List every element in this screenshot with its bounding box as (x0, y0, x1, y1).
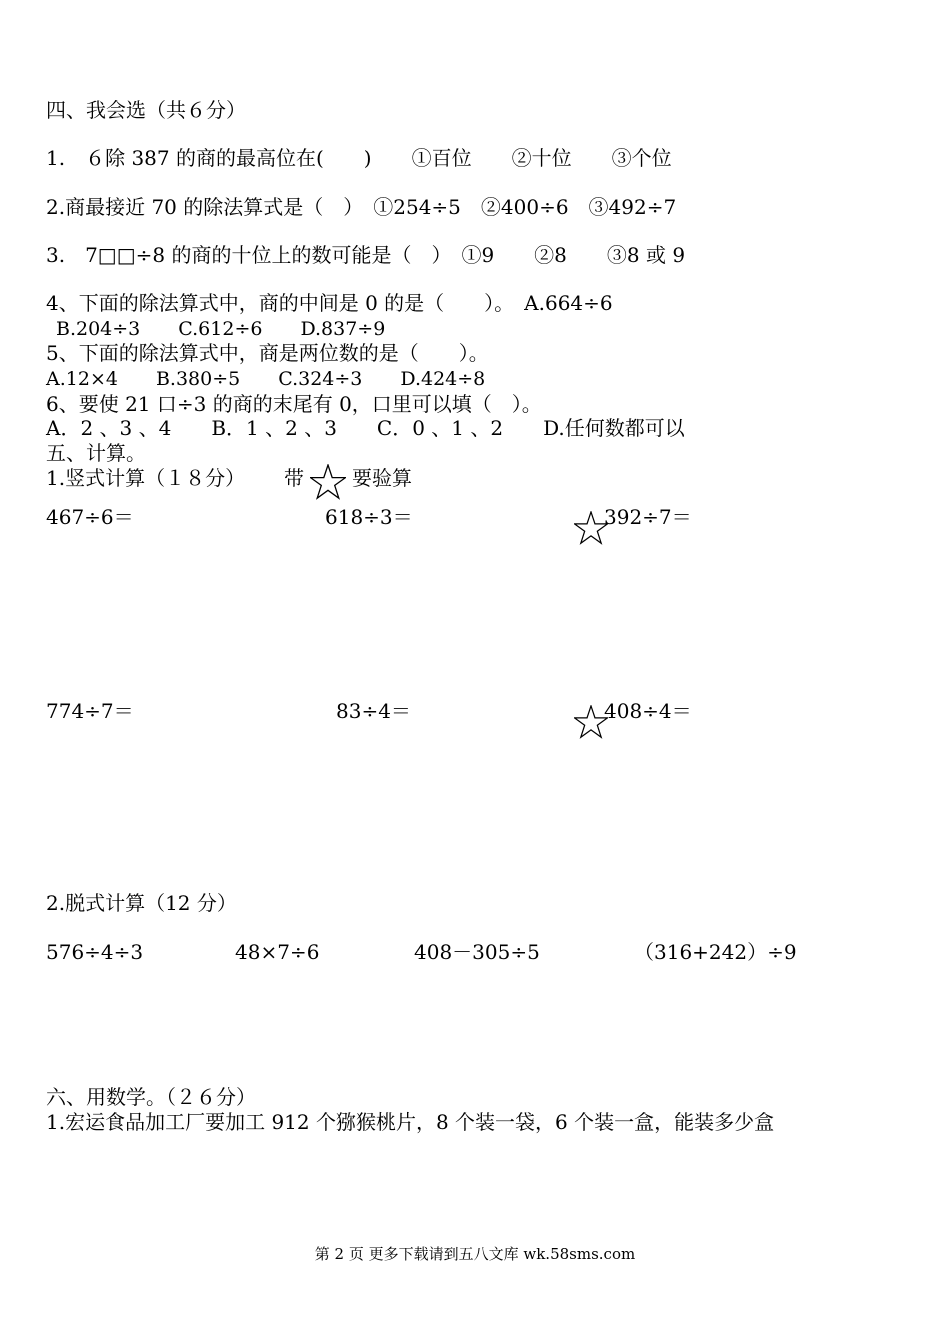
calc-618-div-3: 618÷3＝ (325, 505, 413, 529)
step-calc-item: 48×7÷6 (235, 940, 320, 964)
calc-83-div-4: 83÷4＝ (336, 699, 411, 723)
page-footer: 第 2 页 更多下载请到五八文库 wk.58sms.com (314, 1245, 636, 1263)
question-3: 3. 7□□÷8 的商的十位上的数可能是（ ） ①9 ②8 ③8 或 9 (46, 243, 686, 267)
calc-392-div-7: 392÷7＝ (604, 505, 692, 529)
vertical-calc-title: 1.竖式计算（１８分） (46, 466, 246, 490)
word-problem-1: 1.宏运食品加工厂要加工 912 个猕猴桃片，8 个装一袋，6 个装一盒，能装多少盒 (46, 1110, 775, 1134)
verify-label: 要验算 (352, 466, 412, 490)
step-calc-item: 576÷4÷3 (46, 940, 144, 964)
calc-408-div-4: 408÷4＝ (604, 699, 692, 723)
section4-title: 四、我会选（共６分） (46, 98, 246, 122)
star-icon (574, 511, 608, 545)
with-label: 带 (284, 466, 304, 490)
star-icon (574, 705, 608, 739)
step-calc-item: 408－305÷5 (414, 940, 540, 964)
question-2: 2.商最接近 70 的除法算式是（ ） ①254÷5 ②400÷6 ③492÷7 (46, 195, 677, 219)
section6-title: 六、用数学。（２６分） (46, 1085, 256, 1109)
question-1: 1. ６除 387 的商的最高位在( ) ①百位 ②十位 ③个位 (46, 146, 672, 170)
calc-467-div-6: 467÷6＝ (46, 505, 134, 529)
calc-774-div-7: 774÷7＝ (46, 699, 134, 723)
step-calc-title: 2.脱式计算（12 分） (46, 891, 237, 915)
star-icon (310, 464, 346, 500)
question-5: 5、下面的除法算式中，商是两位数的是（ ）。 (46, 341, 489, 365)
section5-title: 五、计算。 (46, 441, 146, 465)
question-4: 4、下面的除法算式中，商的中间是 0 的是（ ）。 A.664÷6 (46, 291, 613, 315)
question-6-options: A．2 、3 、4 B．1 、2 、3 C．0 、1 、2 D.任何数都可以 (46, 416, 685, 440)
question-6: 6、要使 21 口÷3 的商的末尾有 0，口里可以填（ ）。 (46, 392, 542, 416)
step-calc-item: （316+242）÷9 (634, 940, 797, 964)
question-4-options: B.204÷3 C.612÷6 D.837÷9 (56, 318, 386, 340)
question-5-options: A.12×4 B.380÷5 C.324÷3 D.424÷8 (46, 368, 486, 390)
